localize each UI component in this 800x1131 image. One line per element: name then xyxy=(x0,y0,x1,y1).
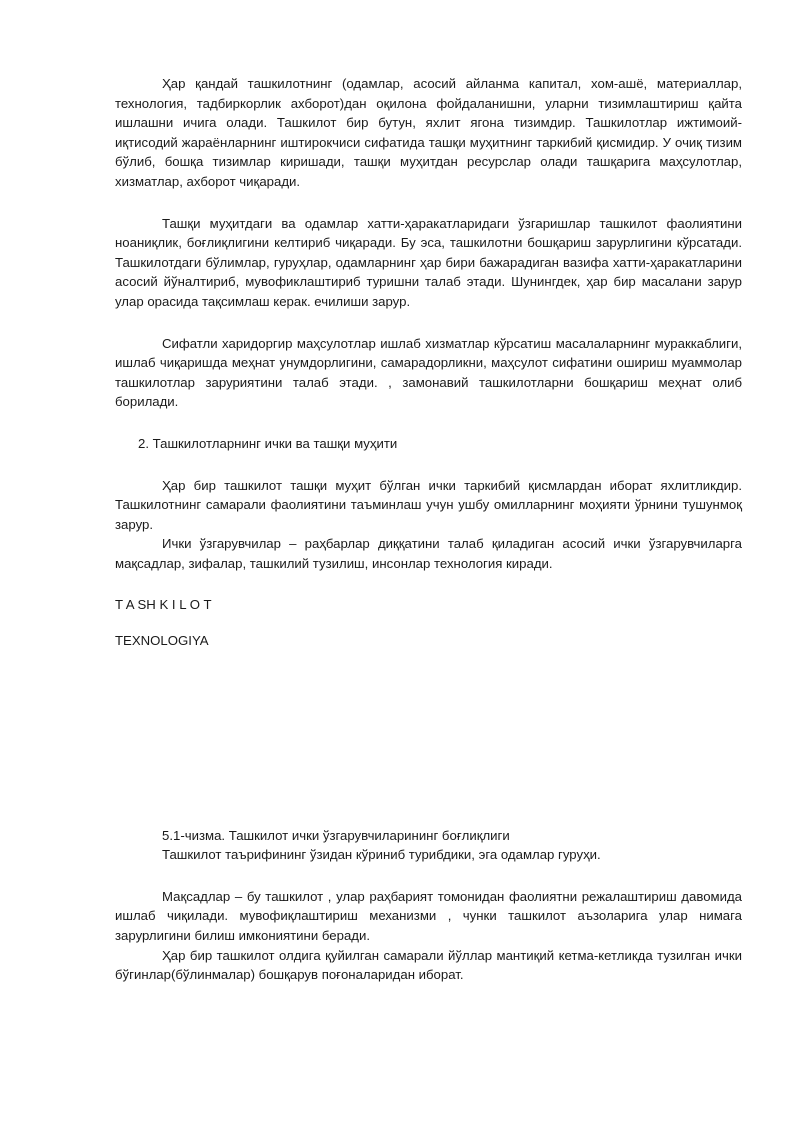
paragraph-external-environment: Ташқи муҳитдаги ва одамлар хатти-ҳаракатларидаги ўзгаришлар ташкилот фаолиятини ноаниқлик, боғлиқлигини келтириб чиқаради. Бу эса, ташкилотни бошқариш зарурлигини кўрсатади. Ташкилотдаги бўлимлар, гуруҳлар, одамларнинг ҳар бири бажарадиган вазифа хатти-ҳаракатларини асосий йўналтириб, мувофиклаштириб туришни талаб этади. Шунингдек, ҳар бир масалани зарур улар орасида тақсимлаш керак. ечилиши зарур. xyxy=(115,215,742,309)
diagram-label-technology: TEXNOLOGIYA xyxy=(115,633,209,649)
paragraph-structure: Ҳар бир ташкилот олдига қуйилган самарали йўллар мантиқий кетма-кетликда тузилган ички бўгинлар(бўлинмалар) бошқарув поғоналаридан иборат. xyxy=(115,947,742,983)
diagram-label-organization: T A SH K I L O T xyxy=(115,597,212,613)
paragraph-internal-components: Ҳар бир ташкилот ташқи муҳит бўлган ички таркибий қисмлардан иборат яхлитликдир. Ташкилотнинг самарали фаолиятини таъминлаш учун ушбу омилларнинг моҳияти ўрнини тушунмоқ зарур. xyxy=(115,477,742,532)
figure-caption: 5.1-чизма. Ташкилот ички ўзгарувчиларининг боғлиқлиги xyxy=(162,827,510,843)
paragraph-quality-products: Сифатли харидоргир маҳсулотлар ишлаб хизматлар кўрсатиш масалаларнинг мураккаблиги, ишлаб чиқаришда меҳнат унумдорлигини, самарадорликни, маҳсулот сифатини ошириш муаммолар ташкилотлар заруриятини талаб этади. , замонавий ташкилотларни бошқариш меҳнат олиб борилади. xyxy=(115,335,742,410)
paragraph-goals: Мақсадлар – бу ташкилот , улар раҳбарият томонидан фаолиятни режалаштириш давомида ишлаб чиқилади. мувофиқлаштириш механизми , чунки ташкилот аъзоларига улар нимага зарурлигини билиш имкониятини беради. xyxy=(115,888,742,944)
figure-area xyxy=(115,651,742,826)
section-heading: 2. Ташкилотларнинг ички ва ташқи муҳити xyxy=(138,435,398,451)
paragraph-internal-variables: Ички ўзгарувчилар – раҳбарлар диққатини талаб қиладиган асосий ички ўзгарувчиларга мақсадлар, зифалар, ташкилий тузилиш, инсонлар технология киради. xyxy=(115,536,742,571)
paragraph-organization-system: Ҳар қандай ташкилотнинг (одамлар, асосий айланма капитал, хом-ашё, материаллар, технология, тадбиркорлик ахборот)дан оқилона фойдаланишни, уларни тизимлаштириш қайта ишлашни ичига олади. Ташкилот бир бутун, яхлит ягона тизимдир. Ташкилотлар ижтимоий-иқтисодий жараёнларнинг иштирокчиси сифатида ташқи муҳитнинг таркибий қисмидир. У очиқ тизим бўлиб, бошқа тизимлар киришади, ташқи муҳитдан ресурслар олади ташқарига маҳсулотлар, хизматлар, ахборот чиқаради. xyxy=(115,76,742,189)
paragraph-definition: Ташкилот таърифининг ўзидан кўриниб турибдики, эга одамлар гуруҳи. xyxy=(162,847,601,863)
document-body xyxy=(115,74,742,985)
